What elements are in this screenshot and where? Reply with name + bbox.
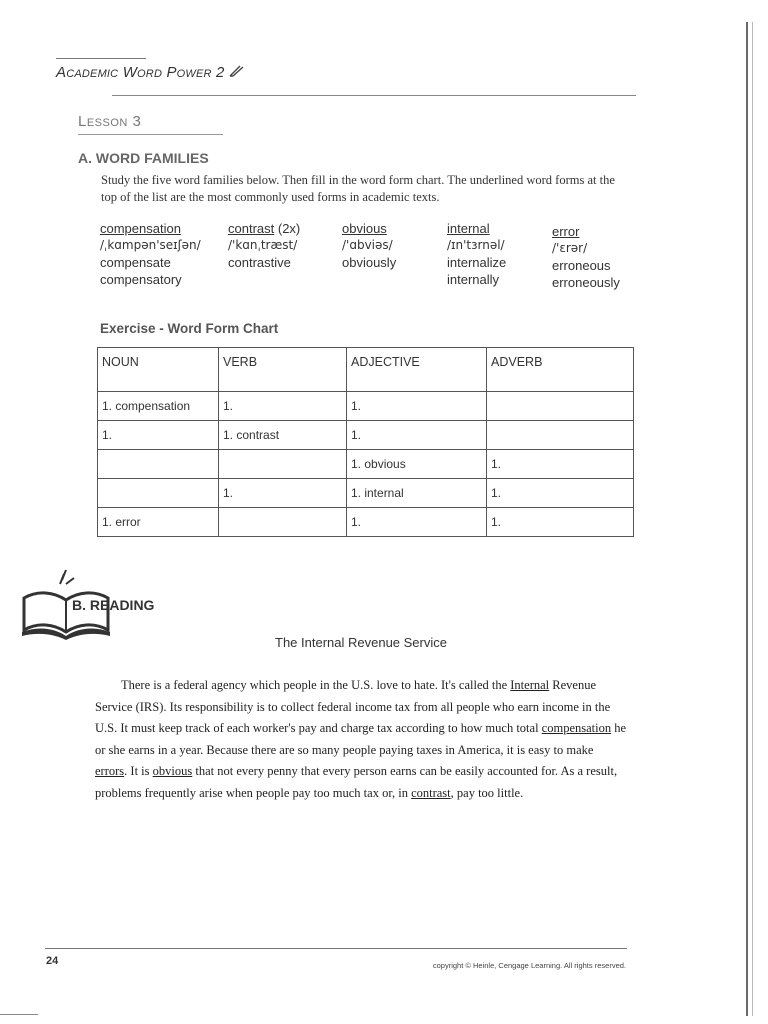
table-cell[interactable]: 1. [487, 508, 634, 537]
word-family [100, 220, 201, 288]
page-edge-shadow [746, 22, 748, 1016]
table-cell[interactable]: 1. [98, 421, 219, 450]
lesson-label: Lesson 3 [78, 113, 142, 130]
instructions-text: Study the five word families below. Then fill in the word form chart. The underlined word forms at the top of the list are the most commonly used forms in academic texts. [101, 173, 615, 204]
vocab-word-internal: Internal [510, 678, 550, 692]
reading-title: The Internal Revenue Service [275, 635, 447, 650]
table-row [98, 508, 634, 537]
header-rule [112, 95, 636, 96]
table-cell[interactable] [219, 450, 347, 479]
header-top-rule [56, 58, 146, 59]
table-cell[interactable]: 1. [487, 479, 634, 508]
text-segment: , pay too little. [450, 785, 524, 800]
table-cell[interactable] [487, 421, 634, 450]
section-a-heading: A. WORD FAMILIES [78, 150, 209, 166]
family-phonetic: /ɪn'tɜrnəl/ [447, 238, 505, 252]
bottom-rule [0, 1014, 38, 1015]
table-cell[interactable]: 1. [347, 392, 487, 421]
family-form: obviously [342, 255, 397, 270]
footer-rule [45, 948, 627, 949]
reading-passage [95, 675, 627, 804]
family-form: contrastive [228, 255, 291, 270]
family-form: internalize [447, 255, 507, 270]
copyright-notice: copyright © Heinle, Cengage Learning. All rights reserved. [432, 961, 626, 970]
section-b-heading: B. READING [72, 597, 155, 613]
family-headword: error [552, 224, 580, 239]
family-headword: compensation [100, 221, 181, 236]
lesson-rule [78, 134, 223, 135]
vocab-word-errors: errors [95, 764, 125, 778]
table-cell[interactable] [98, 450, 219, 479]
family-headword: contrast [228, 221, 275, 236]
family-form: compensatory [100, 272, 182, 287]
column-header-adverb: ADVERB [487, 348, 634, 392]
exercise-title: Exercise - Word Form Chart [100, 321, 279, 336]
column-header-verb: VERB [219, 348, 347, 392]
family-phonetic: /ˌkɑmpən'seɪʃən/ [100, 238, 201, 252]
table-cell[interactable] [98, 479, 219, 508]
table-row [98, 450, 634, 479]
table-cell[interactable]: 1. [219, 479, 347, 508]
text-segment: he or she earns in a year. Because there are so many people paying taxes in America, it is easy to make [95, 721, 627, 757]
family-headword: obvious [342, 221, 387, 236]
family-phonetic: /'kɑnˌtræst/ [228, 238, 298, 252]
family-form: compensate [100, 255, 171, 270]
vocab-word-compensation: compensation [541, 721, 612, 735]
text-segment: Revenue Service (IRS). Its responsibility is to collect federal income tax from all people who earn income in the U.S. It must keep track of each worker's pay and charge tax according to how much total [95, 678, 611, 735]
table-row [98, 421, 634, 450]
table-cell[interactable]: 1. obvious [347, 450, 487, 479]
chart-header-row [98, 348, 634, 392]
family-phonetic: /'ɛrər/ [552, 241, 588, 255]
table-cell[interactable]: 1. internal [347, 479, 487, 508]
table-row [98, 479, 634, 508]
table-cell[interactable]: 1. [347, 421, 487, 450]
vocab-word-contrast: contrast [411, 785, 451, 800]
word-family [228, 220, 300, 271]
family-note: (2x) [274, 221, 301, 236]
book-title: Academic Word Power 2 [56, 64, 225, 81]
word-family [342, 220, 396, 271]
text-segment: . It is [124, 764, 153, 778]
family-headword: internal [447, 221, 490, 236]
table-cell[interactable] [219, 508, 347, 537]
pencil-icon [228, 64, 246, 78]
table-cell[interactable]: 1. [219, 392, 347, 421]
word-family [552, 223, 620, 291]
table-row [98, 392, 634, 421]
page-edge-line [752, 22, 753, 1016]
family-form: erroneously [552, 275, 620, 290]
family-phonetic: /'ɑbviəs/ [342, 238, 393, 252]
table-cell[interactable]: 1. contrast [219, 421, 347, 450]
reading-paragraph [95, 675, 627, 804]
family-form: internally [447, 272, 500, 287]
table-cell[interactable] [487, 392, 634, 421]
word-form-chart [97, 347, 634, 537]
page-number: 24 [46, 955, 59, 967]
word-family [447, 220, 506, 288]
table-cell[interactable]: 1. error [98, 508, 219, 537]
vocab-word-obvious: obvious [152, 764, 193, 778]
table-cell[interactable]: 1. [347, 508, 487, 537]
table-cell[interactable]: 1. compensation [98, 392, 219, 421]
text-segment: that not every penny that every person earns can be easily accounted for. As a result, problems frequently arise when people pay too much tax or, in [95, 764, 618, 800]
table-cell[interactable]: 1. [487, 450, 634, 479]
text-segment: There is a federal agency which people in the U.S. love to hate. It's called the [121, 678, 511, 692]
column-header-noun: NOUN [98, 348, 219, 392]
column-header-adjective: ADJECTIVE [347, 348, 487, 392]
family-form: erroneous [552, 258, 611, 273]
